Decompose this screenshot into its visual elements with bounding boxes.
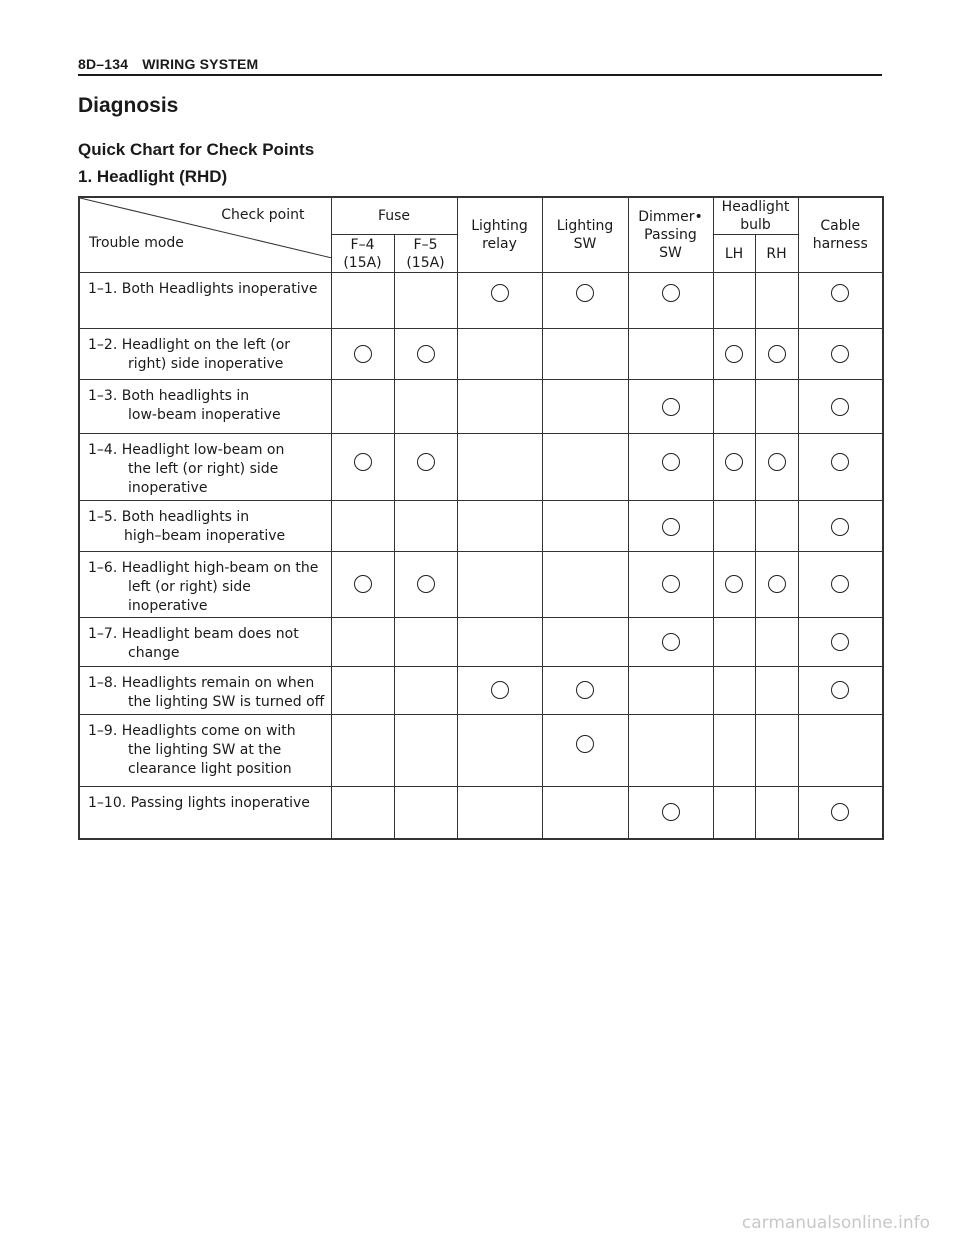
check-cell xyxy=(457,273,542,329)
check-cell xyxy=(331,618,394,667)
check-cell xyxy=(798,501,883,552)
check-cell xyxy=(713,715,755,787)
trouble-mode xyxy=(79,618,331,667)
page-subtitle: Quick Chart for Check Points xyxy=(78,140,315,159)
trouble-mode-line: the left (or right) side xyxy=(128,461,279,477)
check-cell xyxy=(628,329,713,380)
check-cell xyxy=(542,434,628,501)
check-cell xyxy=(798,552,883,618)
trouble-mode xyxy=(79,715,331,787)
check-cell xyxy=(457,667,542,715)
check-cell xyxy=(755,667,798,715)
table-row xyxy=(79,501,883,552)
trouble-mode-line: left (or right) side xyxy=(128,579,251,595)
check-circle-icon xyxy=(725,345,743,363)
check-circle-icon xyxy=(662,453,680,471)
check-cell xyxy=(713,273,755,329)
check-circle-icon xyxy=(662,398,680,416)
check-cell xyxy=(394,787,457,839)
check-cell xyxy=(798,715,883,787)
trouble-mode xyxy=(79,434,331,501)
check-cell xyxy=(798,667,883,715)
check-cell xyxy=(394,715,457,787)
check-cell xyxy=(331,273,394,329)
table-row xyxy=(79,434,883,501)
cable-harness-header xyxy=(798,197,883,273)
check-cell xyxy=(542,501,628,552)
trouble-mode-line: inoperative xyxy=(128,480,208,496)
check-cell xyxy=(331,715,394,787)
check-cell xyxy=(713,618,755,667)
check-circle-icon xyxy=(576,735,594,753)
check-cell xyxy=(755,501,798,552)
check-cell xyxy=(755,329,798,380)
trouble-mode-line: low-beam inoperative xyxy=(128,407,281,423)
check-circle-icon xyxy=(662,575,680,593)
check-cell xyxy=(628,434,713,501)
check-cell xyxy=(331,552,394,618)
check-cell xyxy=(394,380,457,434)
check-cell xyxy=(394,618,457,667)
check-circle-icon xyxy=(768,575,786,593)
check-cell xyxy=(798,787,883,839)
check-circle-icon xyxy=(354,345,372,363)
trouble-mode-label: Trouble mode xyxy=(89,235,184,251)
check-circle-icon xyxy=(831,803,849,821)
check-cell xyxy=(713,501,755,552)
trouble-mode-line: 1–2. Headlight on the left (or xyxy=(88,337,291,353)
check-cell xyxy=(628,787,713,839)
check-cell xyxy=(628,380,713,434)
lighting-relay-header xyxy=(457,197,542,273)
check-cell xyxy=(394,273,457,329)
trouble-mode-line: 1–5. Both headlights in xyxy=(88,509,250,525)
check-cell xyxy=(457,434,542,501)
table-row xyxy=(79,618,883,667)
check-circle-icon xyxy=(831,345,849,363)
lighting-sw-header xyxy=(542,197,628,273)
check-point-chart xyxy=(78,196,884,840)
trouble-mode-line: 1–4. Headlight low-beam on xyxy=(88,442,285,458)
header-line: Dimmer• xyxy=(638,209,703,225)
table-row xyxy=(79,273,883,329)
table-row xyxy=(79,667,883,715)
table-row xyxy=(79,787,883,839)
check-cell xyxy=(542,618,628,667)
header-line: Headlight xyxy=(721,199,790,215)
check-cell xyxy=(331,329,394,380)
header-line: Lighting xyxy=(556,218,614,234)
trouble-mode xyxy=(79,380,331,434)
check-cell xyxy=(713,434,755,501)
check-circle-icon xyxy=(354,453,372,471)
check-circle-icon xyxy=(831,681,849,699)
header-line: Passing xyxy=(644,227,697,243)
trouble-mode xyxy=(79,787,331,839)
check-circle-icon xyxy=(354,575,372,593)
trouble-mode-line: the lighting SW is turned off xyxy=(128,694,325,710)
trouble-mode-line: 1–6. Headlight high-beam on the xyxy=(88,560,319,576)
check-circle-icon xyxy=(831,518,849,536)
check-circle-icon xyxy=(491,681,509,699)
check-cell xyxy=(457,715,542,787)
check-cell xyxy=(755,273,798,329)
trouble-mode-line: 1–3. Both headlights in xyxy=(88,388,250,404)
check-cell xyxy=(628,715,713,787)
check-cell xyxy=(798,618,883,667)
check-cell xyxy=(457,552,542,618)
header-line: F–5 xyxy=(413,236,438,253)
trouble-mode xyxy=(79,273,331,329)
check-cell xyxy=(542,273,628,329)
trouble-mode-line: inoperative xyxy=(128,598,208,614)
check-circle-icon xyxy=(662,633,680,651)
section-name: WIRING SYSTEM xyxy=(142,56,259,72)
check-cell xyxy=(755,715,798,787)
watermark: carmanualsonline.info xyxy=(741,1213,930,1233)
page-title: Diagnosis xyxy=(78,94,179,117)
bulb-lh-header: LH xyxy=(713,235,755,273)
header-line: (15A) xyxy=(406,254,445,271)
check-point-label: Check point xyxy=(221,207,305,223)
trouble-mode-line: high–beam inoperative xyxy=(124,528,286,544)
table-row xyxy=(79,380,883,434)
check-circle-icon xyxy=(831,633,849,651)
page-header xyxy=(78,56,882,76)
check-cell xyxy=(394,329,457,380)
check-cell xyxy=(457,618,542,667)
check-cell xyxy=(755,434,798,501)
check-cell xyxy=(542,787,628,839)
check-circle-icon xyxy=(831,575,849,593)
trouble-mode-rows xyxy=(79,273,883,839)
check-cell xyxy=(331,501,394,552)
check-circle-icon xyxy=(491,284,509,302)
check-circle-icon xyxy=(831,398,849,416)
header-line: Lighting xyxy=(471,218,528,234)
check-circle-icon xyxy=(768,453,786,471)
header-line: relay xyxy=(482,236,517,252)
check-cell xyxy=(798,329,883,380)
trouble-mode xyxy=(79,501,331,552)
check-circle-icon xyxy=(417,345,435,363)
trouble-mode-line: 1–1. Both Headlights inoperative xyxy=(88,281,318,297)
check-cell xyxy=(798,273,883,329)
header-line: bulb xyxy=(740,217,771,233)
check-cell xyxy=(394,552,457,618)
trouble-mode-line: right) side inoperative xyxy=(128,356,284,372)
check-cell xyxy=(331,667,394,715)
check-circle-icon xyxy=(831,284,849,302)
check-circle-icon xyxy=(662,518,680,536)
check-cell xyxy=(457,380,542,434)
check-circle-icon xyxy=(417,575,435,593)
check-cell xyxy=(542,380,628,434)
check-cell xyxy=(457,501,542,552)
check-cell xyxy=(394,667,457,715)
check-cell xyxy=(755,618,798,667)
trouble-mode-line: clearance light position xyxy=(128,761,292,777)
header-line: Cable xyxy=(820,218,861,234)
check-circle-icon xyxy=(725,575,743,593)
check-cell xyxy=(331,380,394,434)
header-line: harness xyxy=(812,236,868,252)
fuse-header: Fuse xyxy=(331,197,457,235)
trouble-mode-line: the lighting SW at the xyxy=(128,742,282,758)
trouble-mode-line: 1–7. Headlight beam does not xyxy=(88,626,299,642)
check-cell xyxy=(542,667,628,715)
header-line: SW xyxy=(659,245,682,261)
trouble-mode-line: change xyxy=(128,645,180,661)
check-cell xyxy=(394,501,457,552)
bulb-rh-header: RH xyxy=(755,235,798,273)
table-corner xyxy=(79,197,331,273)
check-circle-icon xyxy=(662,284,680,302)
check-cell xyxy=(628,273,713,329)
table-row xyxy=(79,715,883,787)
dimmer-passing-sw-header xyxy=(628,197,713,273)
check-cell xyxy=(755,787,798,839)
header-line: SW xyxy=(573,236,597,252)
check-cell xyxy=(542,329,628,380)
check-cell xyxy=(755,380,798,434)
fuse-f4-header xyxy=(331,235,394,273)
check-cell xyxy=(628,552,713,618)
fuse-f5-header xyxy=(394,235,457,273)
trouble-mode-line: 1–10. Passing lights inoperative xyxy=(88,795,310,811)
trouble-mode xyxy=(79,667,331,715)
check-cell xyxy=(542,552,628,618)
check-cell xyxy=(457,329,542,380)
section-heading: 1. Headlight (RHD) xyxy=(78,167,228,186)
check-circle-icon xyxy=(576,284,594,302)
check-circle-icon xyxy=(417,453,435,471)
check-circle-icon xyxy=(725,453,743,471)
check-cell xyxy=(331,787,394,839)
check-circle-icon xyxy=(576,681,594,699)
check-circle-icon xyxy=(831,453,849,471)
check-cell xyxy=(394,434,457,501)
check-cell xyxy=(713,380,755,434)
check-cell xyxy=(713,552,755,618)
trouble-mode xyxy=(79,329,331,380)
table-row xyxy=(79,329,883,380)
check-cell xyxy=(628,501,713,552)
check-cell xyxy=(457,787,542,839)
check-cell xyxy=(542,715,628,787)
check-cell xyxy=(628,667,713,715)
header-line: F–4 xyxy=(350,236,375,253)
check-cell xyxy=(628,618,713,667)
trouble-mode xyxy=(79,552,331,618)
headlight-bulb-header xyxy=(713,197,798,235)
check-cell xyxy=(331,434,394,501)
check-cell xyxy=(798,434,883,501)
check-cell xyxy=(713,667,755,715)
check-circle-icon xyxy=(768,345,786,363)
trouble-mode-line: 1–8. Headlights remain on when xyxy=(88,675,315,691)
check-cell xyxy=(798,380,883,434)
table-row xyxy=(79,552,883,618)
header-line: (15A) xyxy=(343,254,382,271)
check-cell xyxy=(713,787,755,839)
check-cell xyxy=(713,329,755,380)
page-number: 8D–134 xyxy=(78,56,129,72)
check-circle-icon xyxy=(662,803,680,821)
check-cell xyxy=(755,552,798,618)
trouble-mode-line: 1–9. Headlights come on with xyxy=(88,723,296,739)
